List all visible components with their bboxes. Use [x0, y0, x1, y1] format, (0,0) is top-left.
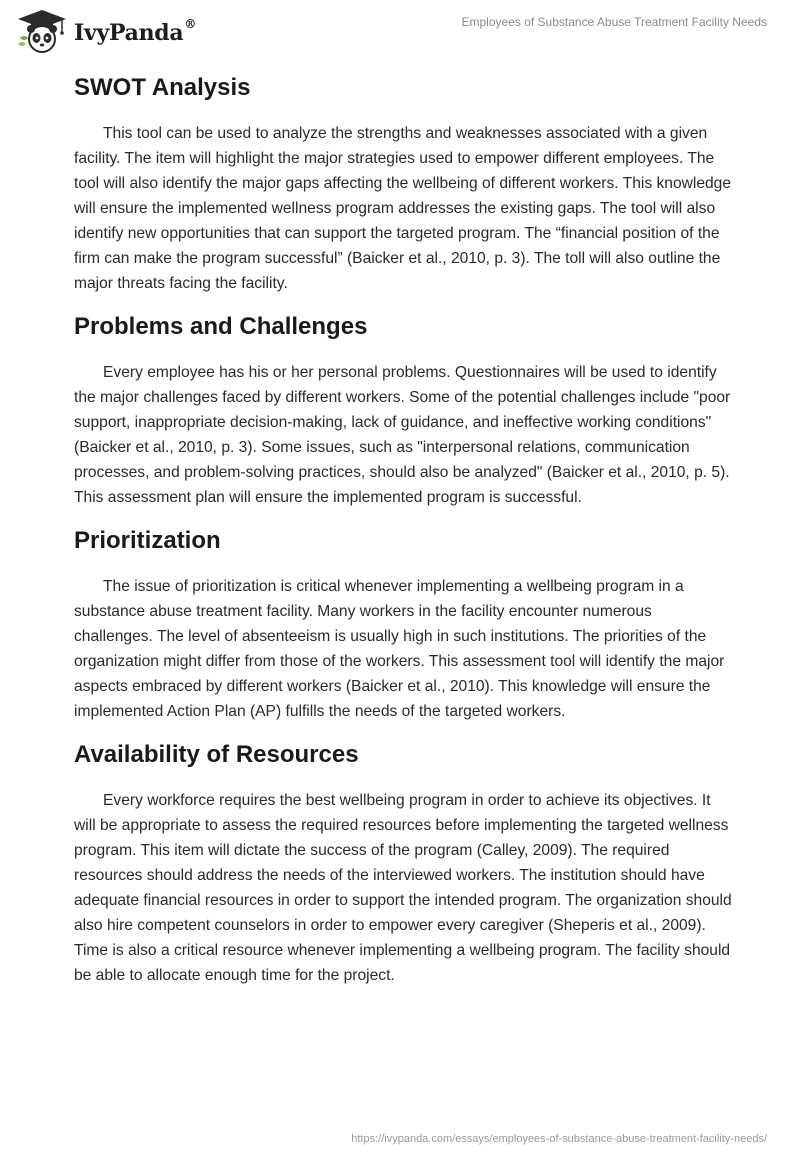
brand-logo[interactable] — [14, 8, 196, 54]
page-header — [0, 0, 800, 60]
section-heading: Prioritization — [74, 527, 221, 554]
section-heading: SWOT Analysis — [74, 74, 251, 101]
running-title: Employees of Substance Abuse Treatment Facility Needs — [461, 15, 767, 29]
essay-content — [74, 73, 734, 1004]
source-url-link[interactable]: https://ivypanda.com/essays/employees-of-substance-abuse-treatment-facility-needs/ — [351, 1133, 767, 1145]
section-availability-of-resources — [74, 740, 734, 988]
section-heading: Availability of Resources — [74, 741, 359, 768]
section-prioritization — [74, 526, 734, 724]
panda-graduate-icon — [14, 8, 70, 54]
section-heading: Problems and Challenges — [74, 313, 368, 340]
section-paragraph: This tool can be used to analyze the strengths and weaknesses associated with a given facility. The item will highlight the major strategies used to empower different employees. The tool will also identify the major gaps affecting the wellbeing of different workers. This knowledge will ensure the implemented wellness program addresses the existing gaps. The tool will also identify new opportunities that can support the targeted program. The “financial position of the firm can make the program successful” (Baicker et al., 2010, p. 3). The toll will also outline the major threats facing the facility. — [74, 125, 732, 292]
brand-name: IvyPanda® — [74, 16, 197, 46]
section-problems-and-challenges — [74, 312, 734, 510]
section-paragraph: The issue of prioritization is critical whenever implementing a wellbeing program in a substance abuse treatment facility. Many workers in the facility encounter numerous challenges. The level of absenteeism is usually high in such institutions. The priorities of the organization might differ from those of the workers. This assessment tool will identify the major aspects embraced by different workers (Baicker et al., 2010). This knowledge will ensure the implemented Action Plan (AP) fulfills the needs of the targeted workers. — [74, 578, 725, 720]
section-paragraph: Every employee has his or her personal problems. Questionnaires will be used to identify the major challenges faced by different workers. Some of the potential challenges include "poor support, inappropriate decision-making, lack of guidance, and ineffective working conditions" (Baicker et al., 2010, p. 3). Some issues, such as "interpersonal relations, communication processes, and problem-solving practices, should also be analyzed" (Baicker et al., 2010, p. 5). This assessment plan will ensure the implemented program is successful. — [74, 364, 731, 506]
section-paragraph: Every workforce requires the best wellbeing program in order to achieve its objectives. It will be appropriate to assess the required resources before implementing the targeted wellness program. This item will dictate the success of the program (Calley, 2009). The required resources should address the needs of the interviewed workers. The institution should have adequate financial resources in order to support the intended program. The organization should also hire competent counselors in order to empower every caregiver (Sheperis et al., 2009). Time is also a critical resource whenever implementing a wellbeing program. The facility should be able to allocate enough time for the project. — [74, 792, 732, 984]
section-swot-analysis — [74, 73, 734, 296]
